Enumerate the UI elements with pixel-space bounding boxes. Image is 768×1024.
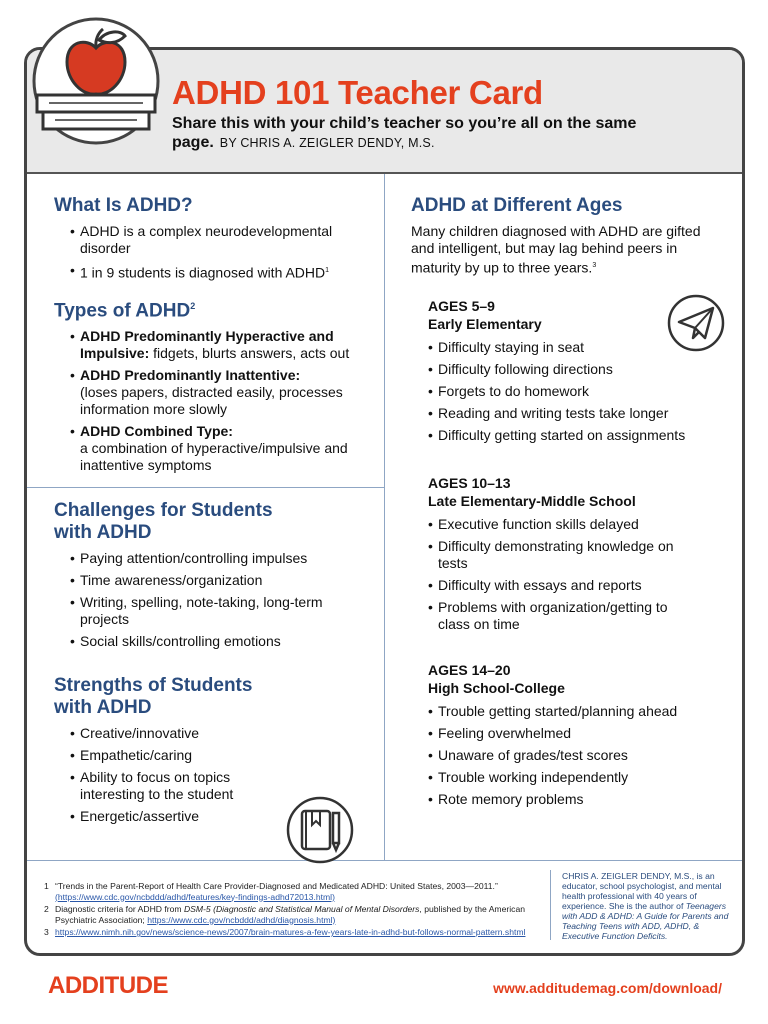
footnote: 2 Diagnostic criteria for ADHD from DSM-5 (Diagnostic and Statistical Manual of Mental Disorders, published by the American Psychiatric Association; https://www.cdc.gov/ncbddd/adhd/diagnosis.html) (44, 904, 525, 925)
what-is-adhd-list (54, 223, 374, 282)
list-item: • Forgets to do homework (428, 383, 728, 400)
footnote: 3 https://www.nimh.nih.gov/news/science-news/2007/brain-matures-a-few-years-late-in-adhd-but-follows-normal-pattern.shtml (44, 927, 526, 937)
strengths-heading: Strengths of Students with ADHD (54, 675, 253, 718)
footnotes (44, 881, 544, 940)
challenges-list (54, 550, 374, 650)
list-item: • Difficulty getting started on assignments (428, 427, 728, 444)
list-item: • Reading and writing tests take longer (428, 405, 728, 422)
list-item: • Trouble getting started/planning ahead (428, 703, 728, 720)
age-label: Late Elementary-Middle School (428, 493, 636, 509)
footnote-link[interactable]: (https://www.cdc.gov/ncbddd/adhd/features/key-findings-adhd72013.html) (55, 891, 335, 902)
age-group-14-20 (428, 661, 728, 813)
book-and-pencil-icon (285, 795, 355, 865)
adhd-ages-section (411, 195, 731, 277)
adhd-ages-intro: Many children diagnosed with ADHD are gifted and intelligent, but may lag behind peers in maturity by up to three years.$^3$ (411, 223, 701, 276)
age-range: AGES 5–9 (428, 298, 495, 314)
apple-on-books-icon (27, 14, 165, 152)
list-item: • Difficulty following directions (428, 361, 728, 378)
age-range: AGES 10–13 (428, 475, 511, 491)
what-is-adhd-heading: What Is ADHD? (54, 195, 193, 216)
additude-logo: ADDITUDE (48, 972, 168, 999)
what-is-adhd-section (54, 195, 374, 287)
list-item: • Empathetic/caring (70, 747, 284, 764)
list-item: • Time awareness/organization (70, 572, 374, 589)
age-group-10-13 (428, 474, 698, 638)
types-of-adhd-list (54, 328, 374, 474)
page-subtitle (172, 114, 717, 153)
subtitle-line-1: Share this with your child’s teacher so you’re all on the same (172, 115, 637, 132)
age-group-list (428, 703, 728, 808)
footnote-link[interactable]: https://www.nimh.nih.gov/news/science-news/2007/brain-matures-a-few-years-late-in-adhd-but-follows-normal-pattern.shtml (55, 927, 526, 937)
list-item: • Difficulty with essays and reports (428, 577, 698, 594)
types-of-adhd-section (54, 295, 374, 479)
adhd-ages-heading: ADHD at Different Ages (411, 195, 623, 216)
types-of-adhd-heading: Types of ADHD$^2$ (54, 300, 196, 322)
list-item: • Writing, spelling, note-taking, long-term projects (70, 594, 374, 628)
list-item: • Trouble working independently (428, 769, 728, 786)
age-label: Early Elementary (428, 316, 542, 332)
list-item: • ADHD Combined Type: a combination of hyperactive/impulsive and inattentive symptoms (70, 423, 374, 474)
challenges-heading: Challenges for Students with ADHD (54, 500, 273, 543)
list-item: • Creative/innovative (70, 725, 284, 742)
download-url[interactable]: www.additudemag.com/download/ (493, 980, 722, 996)
age-range: AGES 14–20 (428, 662, 511, 678)
list-item: • Social skills/controlling emotions (70, 633, 374, 650)
list-item: • Feeling overwhelmed (428, 725, 728, 742)
left-section-divider (27, 487, 384, 488)
subtitle-line-2: page. (172, 134, 214, 151)
list-item: • Ability to focus on topics interesting to the student (70, 769, 284, 803)
author-bio: CHRIS A. ZEIGLER DENDY, M.S., is an educator, school psychologist, and mental health professional with 40 years of experience. She is the author of Teenagers with ADD & ADHD: A Guide for Parents and Teaching Teens with ADD, ADHD, & Executive Function Deficits. (562, 871, 729, 941)
list-item: • Executive function skills delayed (428, 516, 698, 533)
list-item: • Difficulty demonstrating knowledge on tests (428, 538, 698, 572)
about-divider (550, 870, 551, 940)
age-group-list (428, 339, 728, 444)
list-item: • Problems with organization/getting to class on time (428, 599, 698, 633)
age-label: High School-College (428, 680, 565, 696)
footnote: 1 “Trends in the Parent-Report of Health Care Provider-Diagnosed and Medicated ADHD: United States, 2003—2011.” (https://www.cdc.gov/ncbddd/adhd/features/key-findings-adhd72013.html) (44, 881, 498, 902)
strengths-list (54, 725, 284, 825)
list-item: • ADHD Predominantly Inattentive: (loses papers, distracted easily, processes information more slowly (70, 367, 374, 418)
age-group-list (428, 516, 698, 633)
list-item: • Difficulty staying in seat (428, 339, 728, 356)
list-item: • 1 in 9 students is diagnosed with ADHD$^1$ (70, 262, 374, 282)
list-item: • Rote memory problems (428, 791, 728, 808)
list-item: • ADHD Predominantly Hyperactive and Impulsive: fidgets, blurts answers, acts out (70, 328, 374, 362)
list-item: • Unaware of grades/test scores (428, 747, 728, 764)
list-item: • Paying attention/controlling impulses (70, 550, 374, 567)
challenges-section (54, 500, 374, 655)
column-divider (384, 174, 385, 860)
list-item: • Energetic/assertive (70, 808, 284, 825)
footnote-link[interactable]: https://www.cdc.gov/ncbddd/adhd/diagnosis.html) (147, 914, 336, 925)
byline: BY CHRIS A. ZEIGLER DENDY, M.S. (219, 136, 435, 150)
list-item: • ADHD is a complex neurodevelopmental disorder (70, 223, 374, 257)
age-group-5-9 (428, 297, 728, 449)
footnote-divider (27, 860, 742, 861)
page-title: ADHD 101 Teacher Card (172, 74, 543, 111)
